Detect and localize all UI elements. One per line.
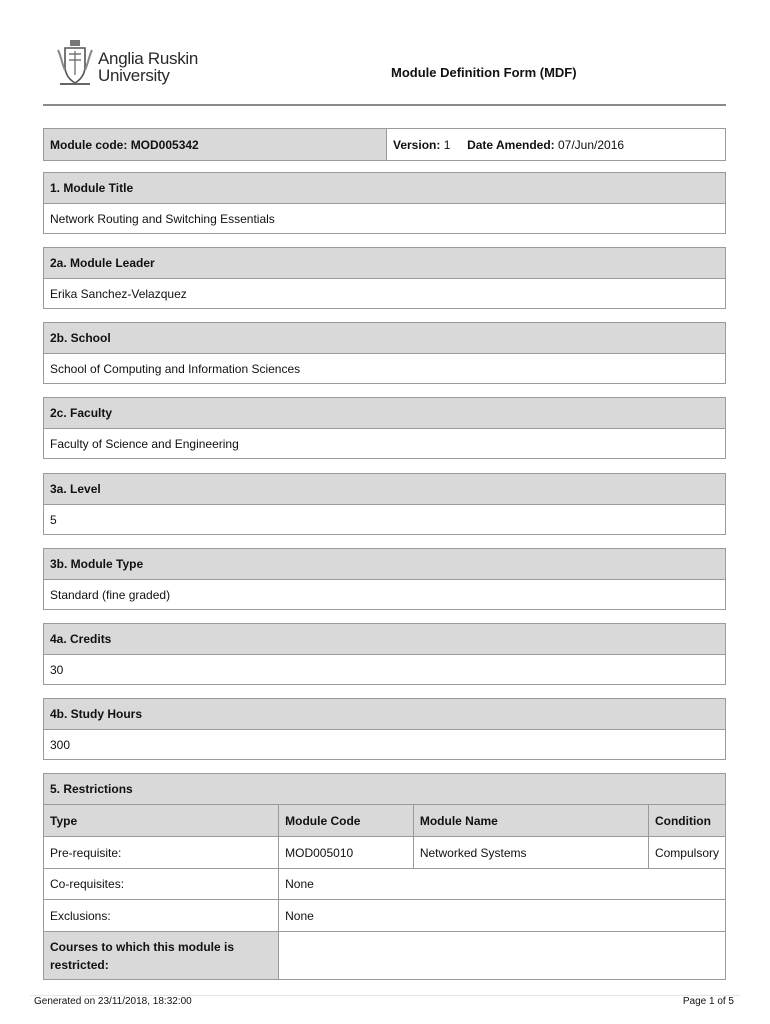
section-value: 300 xyxy=(44,730,726,760)
courses-restricted-label: Courses to which this module is restricted: xyxy=(44,932,279,980)
section-value: 5 xyxy=(44,505,726,535)
section-heading: 3b. Module Type xyxy=(44,549,726,580)
section-value: 30 xyxy=(44,655,726,685)
section-value: Erika Sanchez-Velazquez xyxy=(44,279,726,309)
version-cell xyxy=(387,129,726,161)
table-row xyxy=(44,869,726,900)
section-heading: 3a. Level xyxy=(44,474,726,505)
section-module-title xyxy=(43,172,726,234)
table-row xyxy=(44,932,726,980)
section-heading: 4a. Credits xyxy=(44,624,726,655)
coreq-value: None xyxy=(279,869,726,900)
university-logo xyxy=(56,40,226,90)
module-code-cell xyxy=(44,129,387,161)
version-label: Version: xyxy=(393,137,441,152)
section-school xyxy=(43,322,726,384)
section-credits xyxy=(43,623,726,685)
section-study-hours xyxy=(43,698,726,760)
column-header-module-name: Module Name xyxy=(413,805,648,837)
version-value: 1 xyxy=(443,137,451,152)
courses-restricted-value xyxy=(279,932,726,980)
section-heading: 2b. School xyxy=(44,323,726,354)
prereq-name: Networked Systems xyxy=(413,837,648,869)
module-meta-table xyxy=(43,128,726,161)
section-value: Faculty of Science and Engineering xyxy=(44,429,726,459)
section-heading: 2a. Module Leader xyxy=(44,248,726,279)
page-number: Page 1 of 5 xyxy=(682,996,734,1007)
section-module-type xyxy=(43,548,726,610)
section-value: Network Routing and Switching Essentials xyxy=(44,204,726,234)
section-value: School of Computing and Information Sciences xyxy=(44,354,726,384)
module-code-label: Module code: xyxy=(50,137,128,152)
section-module-leader xyxy=(43,247,726,309)
table-row xyxy=(44,900,726,932)
prereq-type: Pre-requisite: xyxy=(44,837,279,869)
exclusions-value: None xyxy=(279,900,726,932)
section-heading: 4b. Study Hours xyxy=(44,699,726,730)
logo-line-1: Anglia Ruskin xyxy=(98,49,199,68)
section-heading: 1. Module Title xyxy=(44,173,726,204)
prereq-condition: Compulsory xyxy=(648,837,725,869)
table-row xyxy=(44,837,726,869)
logo-line-2: University xyxy=(98,66,170,85)
exclusions-type: Exclusions: xyxy=(44,900,279,932)
date-amended-value: 07/Jun/2016 xyxy=(558,137,625,152)
date-amended-label: Date Amended: xyxy=(467,137,555,152)
section-heading: 5. Restrictions xyxy=(44,774,726,805)
section-value: Standard (fine graded) xyxy=(44,580,726,610)
prereq-code: MOD005010 xyxy=(279,837,414,869)
section-heading: 2c. Faculty xyxy=(44,398,726,429)
section-restrictions xyxy=(43,773,726,980)
page-header xyxy=(43,38,726,106)
coreq-type: Co-requisites: xyxy=(44,869,279,900)
module-code-value: MOD005342 xyxy=(130,137,199,152)
generated-timestamp: Generated on 23/11/2018, 18:32:00 xyxy=(34,996,192,1007)
crest-icon xyxy=(56,40,94,88)
column-header-condition: Condition xyxy=(648,805,725,837)
section-level xyxy=(43,473,726,535)
column-header-module-code: Module Code xyxy=(279,805,414,837)
section-faculty xyxy=(43,397,726,459)
logo-wordmark xyxy=(98,50,198,84)
column-header-type: Type xyxy=(44,805,279,837)
page-title: Module Definition Form (MDF) xyxy=(391,65,577,80)
